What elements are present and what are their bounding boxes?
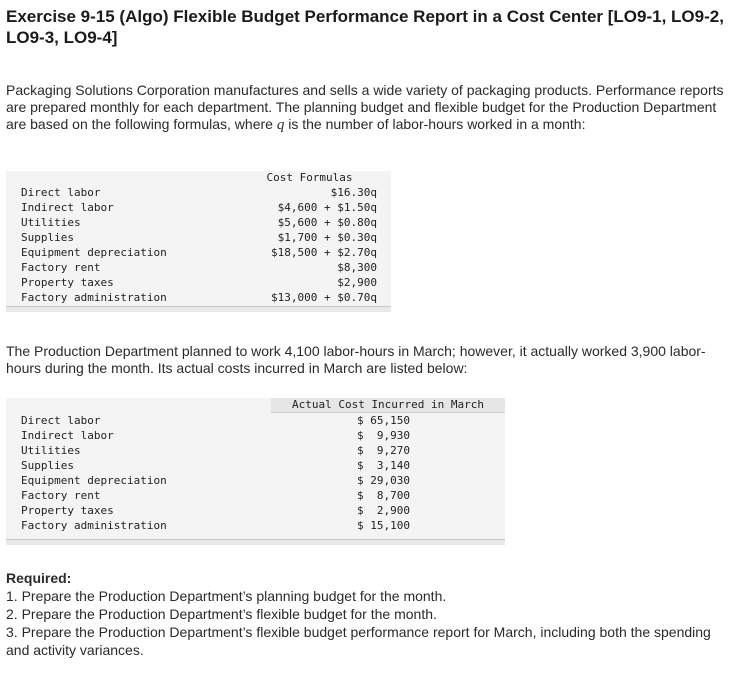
- table-bottom-bar: [6, 539, 505, 545]
- actual-cost-table: [6, 398, 505, 545]
- table-row: [6, 518, 505, 533]
- required-heading: Required:: [6, 570, 72, 586]
- row-value: $ 2,900: [357, 504, 410, 517]
- page-title: Exercise 9-15 (Algo) Flexible Budget Performance Report in a Cost Center [LO9-1, LO9-2, LO9-3, LO9-4]: [6, 7, 724, 47]
- table-row: [6, 503, 505, 518]
- table-row: [6, 185, 391, 200]
- table-row: [6, 488, 505, 503]
- row-label: Indirect labor: [21, 429, 114, 442]
- intro-text-after: is the number of labor-hours worked in a month:: [284, 116, 586, 132]
- table-row: [6, 458, 505, 473]
- row-label: Property taxes: [21, 504, 114, 517]
- row-value: $ 9,270: [357, 444, 410, 457]
- required-item: 1. Prepare the Production Department’s planning budget for the month.: [6, 588, 447, 604]
- row-label: Supplies: [21, 459, 74, 472]
- row-value: $18,500 + $2.70q: [271, 246, 377, 259]
- row-value: $2,900: [337, 276, 377, 289]
- required-section: [6, 569, 736, 659]
- row-value: $4,600 + $1.50q: [277, 201, 377, 214]
- table-row: [6, 413, 505, 428]
- row-value: $ 9,930: [357, 429, 410, 442]
- table-row: [6, 260, 391, 275]
- required-item: 2. Prepare the Production Department’s flexible budget for the month.: [6, 606, 437, 622]
- row-value: $ 8,700: [357, 489, 410, 502]
- row-value: $ 29,030: [357, 474, 410, 487]
- table-row: [6, 275, 391, 290]
- table-row: [6, 230, 391, 245]
- row-label: Equipment depreciation: [21, 246, 167, 259]
- intro-variable: q: [276, 117, 285, 133]
- cost-formulas-header: Cost Formulas: [266, 171, 353, 184]
- row-label: Factory administration: [21, 519, 167, 532]
- required-item: 3. Prepare the Production Department’s flexible budget performance report for March, including both the spending and activity variances.: [6, 624, 711, 658]
- row-label: Factory rent: [21, 489, 101, 502]
- intro-text-before: Packaging Solutions Corporation manufactures and sells a wide variety of packaging products. Performance reports are prepared monthly for each department. The planning budget and flexible budget for the Production Department are based on the following formulas, where: [6, 82, 724, 132]
- row-value: $13,000 + $0.70q: [271, 291, 377, 304]
- row-label: Property taxes: [21, 276, 114, 289]
- row-value: $ 3,140: [357, 459, 410, 472]
- row-label: Direct labor: [21, 186, 101, 199]
- row-label: Indirect labor: [21, 201, 114, 214]
- row-label: Direct labor: [21, 414, 101, 427]
- row-label: Supplies: [21, 231, 74, 244]
- table-row: [6, 473, 505, 488]
- table-bottom-bar: [6, 306, 391, 312]
- row-value: $1,700 + $0.30q: [277, 231, 377, 244]
- intro-paragraph: [6, 82, 736, 134]
- row-label: Utilities: [21, 444, 81, 457]
- table-row: [6, 245, 391, 260]
- table-row: [6, 290, 391, 305]
- table-row: [6, 215, 391, 230]
- row-value: $ 15,100: [357, 519, 410, 532]
- row-label: Utilities: [21, 216, 81, 229]
- table-row: [6, 200, 391, 215]
- actual-cost-header: Actual Cost Incurred in March: [271, 398, 505, 413]
- row-label: Factory administration: [21, 291, 167, 304]
- row-value: $ 65,150: [357, 414, 410, 427]
- cost-formulas-table: [6, 171, 391, 312]
- row-label: Equipment depreciation: [21, 474, 167, 487]
- row-value: $5,600 + $0.80q: [277, 216, 377, 229]
- table-row: [6, 428, 505, 443]
- row-label: Factory rent: [21, 261, 101, 274]
- row-value: $8,300: [337, 261, 377, 274]
- row-value: $16.30q: [330, 186, 377, 199]
- middle-paragraph: The Production Department planned to work 4,100 labor-hours in March; however, it actually worked 3,900 labor-hours during the month. Its actual costs incurred in March are listed below:: [6, 343, 706, 376]
- table-row: [6, 443, 505, 458]
